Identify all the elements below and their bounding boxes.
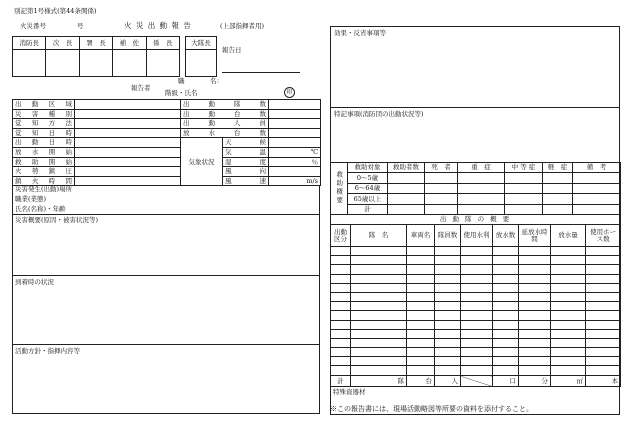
rescue-cell[interactable] <box>388 183 425 194</box>
dispatch-cell[interactable] <box>519 247 551 256</box>
dispatch-cell[interactable] <box>351 329 407 338</box>
occupation-label: 職業(業態) <box>15 195 47 204</box>
detection-method-label: 覚 知 方 法 <box>13 119 75 129</box>
report-date-label: 報告日 <box>222 46 242 54</box>
dispatch-row <box>331 265 621 274</box>
rescue-side-label: 救助概要 <box>331 162 348 215</box>
dispatch-cell[interactable] <box>351 292 407 301</box>
dispatch-cell[interactable] <box>493 283 519 292</box>
extinguish-time-value[interactable] <box>75 176 181 186</box>
rescue-cell[interactable] <box>458 204 505 215</box>
detection-time-value[interactable] <box>75 128 181 138</box>
extinguish-time-label: 鎮 火 時 間 <box>13 176 75 186</box>
dispatch-cell[interactable] <box>519 265 551 274</box>
rescue-cell[interactable] <box>573 194 621 205</box>
total-vehicles[interactable]: 台 <box>407 376 435 387</box>
dispatch-cell[interactable] <box>407 366 435 375</box>
total-units[interactable]: 隊 <box>351 376 407 387</box>
approval-stamp-5[interactable] <box>146 50 179 77</box>
dispatch-row <box>331 366 621 375</box>
dispatch-cell[interactable] <box>519 320 551 329</box>
dispatch-cell[interactable] <box>435 338 461 347</box>
fire-number-label: 火災番号 <box>20 22 46 30</box>
wind-speed-value[interactable]: m/s <box>269 176 321 186</box>
corps-chief-table <box>185 36 217 77</box>
dispatch-row <box>331 338 621 347</box>
dispatch-category-header: 出動区分 <box>331 225 351 247</box>
special-equipment-label: 特殊資器材 <box>333 388 366 396</box>
policy-section[interactable] <box>12 344 320 414</box>
dispatch-cell[interactable] <box>493 320 519 329</box>
dispatch-cell[interactable] <box>461 320 493 329</box>
corps-chief-stamp[interactable] <box>186 50 217 77</box>
dispatch-cell[interactable] <box>435 302 461 311</box>
dispatch-cell[interactable] <box>551 302 586 311</box>
dispatch-cell[interactable] <box>351 311 407 320</box>
rescue-row-label: 0〜5歳 <box>348 173 388 184</box>
fire-number-suffix: 号 <box>77 22 84 30</box>
spraying-vehicles-label: 放 水 台 数 <box>181 128 269 138</box>
temperature-value[interactable]: ℃ <box>269 147 321 157</box>
dispatch-time-value[interactable] <box>75 138 181 148</box>
dispatch-cell[interactable] <box>331 265 351 274</box>
water-start-label: 放 水 開 始 <box>13 147 75 157</box>
dispatch-cell[interactable] <box>551 256 586 265</box>
rescue-cell[interactable] <box>543 173 573 184</box>
dispatch-cell[interactable] <box>407 265 435 274</box>
disaster-type-label: 災 害 種 別 <box>13 109 75 119</box>
detection-time-label: 覚 知 日 時 <box>13 128 75 138</box>
overview-label: 災害概要(原因・被害状況等) <box>15 216 99 224</box>
dispatch-cell[interactable] <box>519 283 551 292</box>
dispatch-time-label: 出 動 日 時 <box>13 138 75 148</box>
dispatch-cell[interactable] <box>351 366 407 375</box>
rescue-cell[interactable] <box>505 204 543 215</box>
dispatch-cell[interactable] <box>586 274 621 283</box>
dispatch-cell[interactable] <box>407 311 435 320</box>
dispatch-personnel-label: 出 動 人 員 <box>181 119 269 129</box>
dispatch-cell[interactable] <box>493 302 519 311</box>
approval-stamp-4[interactable] <box>113 50 146 77</box>
dispatch-cell[interactable] <box>586 329 621 338</box>
water-source-header: 使用水利 <box>461 225 493 247</box>
dispatch-cell[interactable] <box>331 338 351 347</box>
approval-stamp-1[interactable] <box>13 50 46 77</box>
dispatch-cell[interactable] <box>331 292 351 301</box>
water-start-value[interactable] <box>75 147 181 157</box>
rescue-cell[interactable] <box>388 194 425 205</box>
fire-controlled-value[interactable] <box>75 167 181 177</box>
location-block[interactable] <box>12 185 320 215</box>
dispatch-cell[interactable] <box>435 348 461 357</box>
reporter-rank-label: 階級・氏名 <box>165 89 198 97</box>
dispatch-cell[interactable] <box>435 292 461 301</box>
dispatch-cell[interactable] <box>461 366 493 375</box>
total-duration[interactable]: 分 <box>519 376 551 387</box>
reporter-label: 報告者 <box>131 84 151 92</box>
dispatch-cell[interactable] <box>551 338 586 347</box>
arrival-section[interactable] <box>12 275 320 345</box>
dispatch-cell[interactable] <box>586 311 621 320</box>
dispatch-cell[interactable] <box>551 283 586 292</box>
rescue-row-label: 計 <box>348 204 388 215</box>
dispatch-cell[interactable] <box>435 329 461 338</box>
reporter-duty-label: 職 <box>178 77 185 85</box>
dispatch-cell[interactable] <box>351 357 407 366</box>
dispatch-table <box>330 214 621 376</box>
dispatch-cell[interactable] <box>461 348 493 357</box>
dispatch-personnel-value[interactable] <box>269 119 321 129</box>
rescue-cell[interactable] <box>573 173 621 184</box>
effects-area[interactable] <box>331 27 619 106</box>
approval-assistant: 補 佐 <box>113 37 146 50</box>
dispatch-cell[interactable] <box>519 366 551 375</box>
dispatch-cell[interactable] <box>461 357 493 366</box>
approval-stamp-3[interactable] <box>79 50 112 77</box>
dispatch-cell[interactable] <box>493 265 519 274</box>
approval-table <box>12 36 180 77</box>
weather-label: 気象状況 <box>181 138 223 186</box>
form-reference: 別記第1号様式(第44条関係) <box>14 7 97 15</box>
rescue-cell[interactable] <box>543 183 573 194</box>
reporter-name-label: 名： <box>210 77 223 85</box>
dispatch-cell[interactable] <box>551 292 586 301</box>
dispatch-cell[interactable] <box>551 357 586 366</box>
dispatch-area-label: 出 動 区 域 <box>13 100 75 110</box>
dispatch-cell[interactable] <box>519 357 551 366</box>
dispatch-cell[interactable] <box>461 329 493 338</box>
dispatch-cell[interactable] <box>461 338 493 347</box>
total-volume[interactable]: ㎥ <box>551 376 586 387</box>
policy-label: 活動方針・指揮内容等 <box>15 347 80 355</box>
rescue-cell[interactable] <box>573 183 621 194</box>
rescue-cell[interactable] <box>425 173 458 184</box>
corps-chief-label: 大隊長 <box>186 37 217 50</box>
disaster-type-value[interactable] <box>75 109 181 119</box>
humidity-label: 湿度 <box>223 157 269 167</box>
dispatch-cell[interactable] <box>519 292 551 301</box>
dispatch-units-label: 出 動 隊 数 <box>181 100 269 110</box>
dispatch-cell[interactable] <box>407 274 435 283</box>
severe-header: 重 症 <box>458 162 505 173</box>
dispatch-cell[interactable] <box>586 357 621 366</box>
dispatch-cell[interactable] <box>551 366 586 375</box>
rescue-table <box>330 162 621 216</box>
dispatch-cell[interactable] <box>519 311 551 320</box>
dispatch-cell[interactable] <box>493 311 519 320</box>
rescue-start-value[interactable] <box>75 157 181 167</box>
wind-speed-label: 風速 <box>223 176 269 186</box>
overview-section[interactable] <box>12 215 320 276</box>
rescue-cell[interactable] <box>425 204 458 215</box>
approval-station-chief: 署 長 <box>79 37 112 50</box>
dispatch-cell[interactable] <box>461 247 493 256</box>
dispatch-cell[interactable] <box>435 311 461 320</box>
dispatch-cell[interactable] <box>551 348 586 357</box>
incident-info-table <box>12 99 321 186</box>
rescue-cell[interactable] <box>505 183 543 194</box>
dispatch-cell[interactable] <box>407 320 435 329</box>
dispatch-cell[interactable] <box>461 292 493 301</box>
rescue-row-label: 65歳以上 <box>348 194 388 205</box>
dispatch-cell[interactable] <box>351 302 407 311</box>
dispatch-cell[interactable] <box>493 357 519 366</box>
humidity-value[interactable]: ％ <box>269 157 321 167</box>
rescue-cell[interactable] <box>388 173 425 184</box>
dispatch-cell[interactable] <box>331 311 351 320</box>
dispatch-cell[interactable] <box>351 283 407 292</box>
detection-method-value[interactable] <box>75 119 181 129</box>
dispatch-cell[interactable] <box>435 274 461 283</box>
dispatch-cell[interactable] <box>461 274 493 283</box>
weather-condition-value[interactable] <box>269 138 321 148</box>
dispatch-row <box>331 283 621 292</box>
dispatch-cell[interactable] <box>331 329 351 338</box>
hose-count-header: 使用ホース数 <box>586 225 621 247</box>
site-label: 災害発生(出動)場所 <box>15 185 73 194</box>
dispatch-cell[interactable] <box>519 274 551 283</box>
dispatch-cell[interactable] <box>331 302 351 311</box>
wind-direction-label: 風向 <box>223 167 269 177</box>
dispatch-cell[interactable] <box>586 247 621 256</box>
report-date-line[interactable] <box>222 72 300 73</box>
dispatch-cell[interactable] <box>435 256 461 265</box>
dispatch-cell[interactable] <box>586 366 621 375</box>
approval-stamp-2[interactable] <box>46 50 79 77</box>
dispatch-row <box>331 292 621 301</box>
dispatch-cell[interactable] <box>407 283 435 292</box>
rescue-cell[interactable] <box>458 194 505 205</box>
dispatch-cell[interactable] <box>351 274 407 283</box>
dispatch-cell[interactable] <box>519 329 551 338</box>
rescue-cell[interactable] <box>458 173 505 184</box>
arrival-label: 到着時の状況 <box>15 278 54 286</box>
total-water-source <box>461 376 493 387</box>
rescue-cell[interactable] <box>505 173 543 184</box>
dispatch-cell[interactable] <box>407 338 435 347</box>
dispatch-cell[interactable] <box>331 357 351 366</box>
deaths-header: 死 者 <box>425 162 458 173</box>
dispatch-cell[interactable] <box>551 265 586 274</box>
vehicle-name-header: 車両名 <box>407 225 435 247</box>
dispatch-row <box>331 357 621 366</box>
dispatch-cell[interactable] <box>551 247 586 256</box>
dispatch-cell[interactable] <box>586 302 621 311</box>
dispatch-cell[interactable] <box>351 247 407 256</box>
dispatch-cell[interactable] <box>351 320 407 329</box>
total-hoses[interactable]: 本 <box>586 376 621 387</box>
dispatch-row <box>331 256 621 265</box>
dispatch-cell[interactable] <box>407 357 435 366</box>
dispatch-cell[interactable] <box>461 283 493 292</box>
minor-header: 軽 症 <box>543 162 573 173</box>
effects-label: 効果・反省事項等 <box>334 29 386 37</box>
water-volume-header: 放水量 <box>551 225 586 247</box>
dispatch-cell[interactable] <box>493 348 519 357</box>
dispatch-cell[interactable] <box>586 256 621 265</box>
dispatch-cell[interactable] <box>519 256 551 265</box>
dispatch-cell[interactable] <box>407 247 435 256</box>
dispatch-cell[interactable] <box>435 283 461 292</box>
notes-area[interactable] <box>331 108 619 162</box>
dispatch-cell[interactable] <box>351 338 407 347</box>
dispatch-cell[interactable] <box>461 302 493 311</box>
total-nozzles[interactable]: 口 <box>493 376 519 387</box>
rescue-cell[interactable] <box>505 194 543 205</box>
owner-label: 氏名(名称)・年齢 <box>15 204 66 213</box>
dispatch-cell[interactable] <box>331 256 351 265</box>
dispatch-area-value[interactable] <box>75 100 181 110</box>
remarks-header: 備 考 <box>573 162 621 173</box>
rescue-target-header: 救助対象 <box>348 162 388 173</box>
crew-count-header: 隊員数 <box>435 225 461 247</box>
dispatch-row <box>331 348 621 357</box>
dispatch-cell[interactable] <box>493 292 519 301</box>
rescue-cell[interactable] <box>573 204 621 215</box>
report-subtitle: (上部指揮者用) <box>220 22 265 30</box>
dispatch-cell[interactable] <box>407 302 435 311</box>
dispatch-cell[interactable] <box>493 366 519 375</box>
wind-direction-value[interactable] <box>269 167 321 177</box>
rescue-cell[interactable] <box>543 204 573 215</box>
dispatch-vehicles-value[interactable] <box>269 109 321 119</box>
weather-condition-label: 天候 <box>223 138 269 148</box>
dispatch-row <box>331 320 621 329</box>
dispatch-cell[interactable] <box>586 348 621 357</box>
dispatch-cell[interactable] <box>351 348 407 357</box>
dispatch-row <box>331 274 621 283</box>
total-label: 計 <box>331 376 351 387</box>
footnote: ※この報告書には、現場活動略図等所要の資料を添付すること。 <box>330 405 533 413</box>
moderate-header: 中 等 症 <box>505 162 543 173</box>
dispatch-cell[interactable] <box>435 357 461 366</box>
report-title: 火 災 出 動 報 告 <box>124 21 192 30</box>
dispatch-cell[interactable] <box>407 348 435 357</box>
dispatch-cell[interactable] <box>551 320 586 329</box>
dispatch-cell[interactable] <box>407 256 435 265</box>
unit-name-header: 隊 名 <box>351 225 407 247</box>
dispatch-cell[interactable] <box>586 283 621 292</box>
rescue-start-label: 救 助 開 始 <box>13 157 75 167</box>
dispatch-cell[interactable] <box>493 329 519 338</box>
dispatch-cell[interactable] <box>519 348 551 357</box>
dispatch-cell[interactable] <box>435 265 461 274</box>
approval-fire-chief: 消防長 <box>13 37 46 50</box>
spray-duration-header: 延放水時間 <box>519 225 551 247</box>
rescue-cell[interactable] <box>458 183 505 194</box>
dispatch-cell[interactable] <box>351 265 407 274</box>
dispatch-cell[interactable] <box>551 311 586 320</box>
temperature-label: 気温 <box>223 147 269 157</box>
dispatch-units-value[interactable] <box>269 100 321 110</box>
rescue-cell[interactable] <box>388 204 425 215</box>
notes-label: 特記事項(消防団の出動状況等) <box>334 110 424 118</box>
approval-deputy: 次 長 <box>46 37 79 50</box>
spraying-vehicles-value[interactable] <box>269 128 321 138</box>
dispatch-cell[interactable] <box>586 338 621 347</box>
dispatch-cell[interactable] <box>519 338 551 347</box>
dispatch-cell[interactable] <box>435 366 461 375</box>
rescue-cell[interactable] <box>425 183 458 194</box>
dispatch-cell[interactable] <box>551 329 586 338</box>
dispatch-cell[interactable] <box>493 338 519 347</box>
dispatch-cell[interactable] <box>493 256 519 265</box>
dispatch-cell[interactable] <box>331 247 351 256</box>
rescued-count-header: 救助者数 <box>388 162 425 173</box>
dispatch-row <box>331 311 621 320</box>
dispatch-row <box>331 247 621 256</box>
total-crew[interactable]: 人 <box>435 376 461 387</box>
dispatch-cell[interactable] <box>351 256 407 265</box>
dispatch-cell[interactable] <box>461 265 493 274</box>
dispatch-row <box>331 302 621 311</box>
dispatch-cell[interactable] <box>551 274 586 283</box>
dispatch-row <box>331 329 621 338</box>
dispatch-cell[interactable] <box>331 283 351 292</box>
dispatch-cell[interactable] <box>461 256 493 265</box>
dispatch-vehicles-label: 出 動 台 数 <box>181 109 269 119</box>
fire-controlled-label: 火 勢 鎮 圧 <box>13 167 75 177</box>
dispatch-cell[interactable] <box>435 247 461 256</box>
dispatch-cell[interactable] <box>493 274 519 283</box>
dispatch-cell[interactable] <box>331 348 351 357</box>
rescue-cell[interactable] <box>425 194 458 205</box>
dispatch-cell[interactable] <box>331 366 351 375</box>
rescue-cell[interactable] <box>543 194 573 205</box>
dispatch-title: 出 動 隊 の 概 要 <box>331 215 621 225</box>
dispatch-cell[interactable] <box>519 302 551 311</box>
approval-section-chief: 係 長 <box>146 37 179 50</box>
nozzle-count-header: 放水数 <box>493 225 519 247</box>
dispatch-cell[interactable] <box>407 329 435 338</box>
rescue-row-label: 6〜64歳 <box>348 183 388 194</box>
seal-mark: 印 <box>284 87 295 98</box>
dispatch-cell[interactable] <box>586 292 621 301</box>
dispatch-cell[interactable] <box>407 292 435 301</box>
dispatch-cell[interactable] <box>331 274 351 283</box>
dispatch-cell[interactable] <box>331 320 351 329</box>
dispatch-cell[interactable] <box>461 311 493 320</box>
dispatch-cell[interactable] <box>586 265 621 274</box>
dispatch-cell[interactable] <box>493 247 519 256</box>
dispatch-cell[interactable] <box>435 320 461 329</box>
dispatch-cell[interactable] <box>586 320 621 329</box>
